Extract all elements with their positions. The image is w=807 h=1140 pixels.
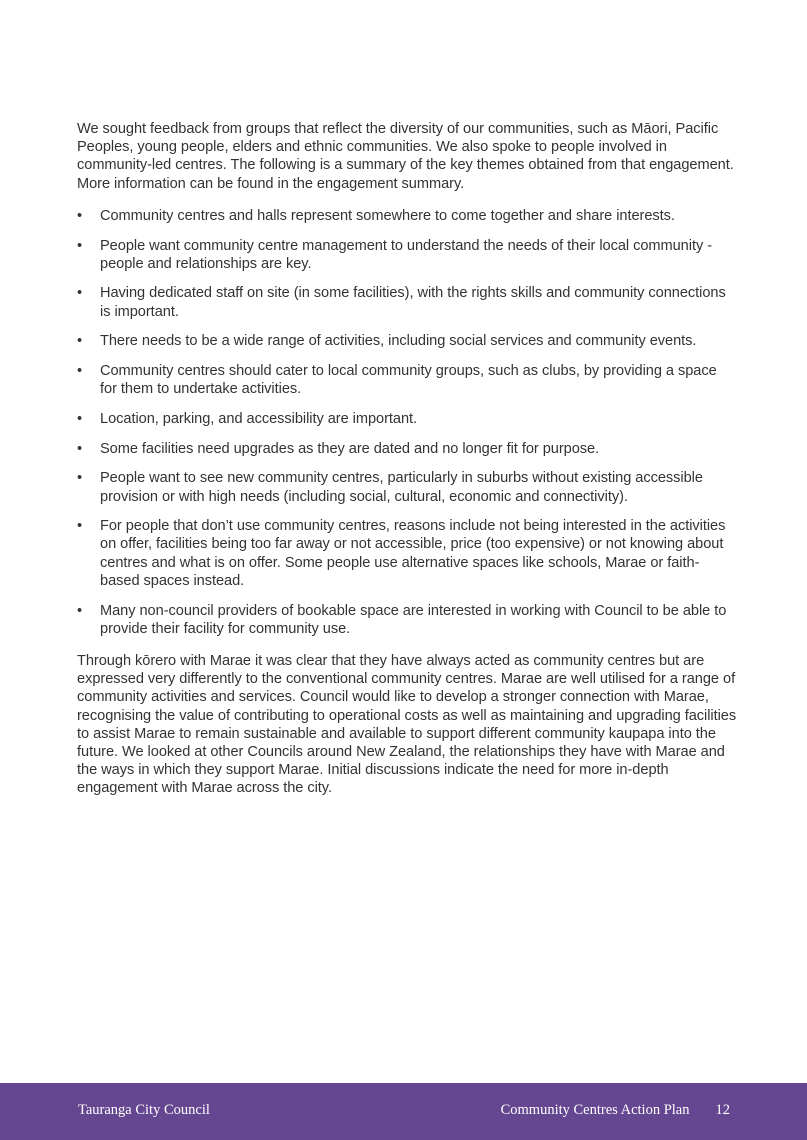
- footer-document-title: Community Centres Action Plan: [500, 1102, 690, 1118]
- list-item: [77, 207, 737, 225]
- bullet-icon: •: [77, 470, 83, 487]
- bullet-icon: •: [77, 207, 83, 224]
- list-item: [77, 410, 737, 428]
- bullet-icon: •: [77, 410, 83, 427]
- list-item: [77, 362, 737, 398]
- list-item: [77, 237, 737, 273]
- list-item-text: For people that don’t use community centres, reasons include not being interested in the activities on offer, facilities being too far away or not accessible, price (too expensive) or not knowing about centres and what is on offer. Some people use alternative spaces like schools, Marae or faith-based spaces instead.: [100, 518, 726, 589]
- list-item-text: Some facilities need upgrades as they are dated and no longer fit for purpose.: [100, 440, 600, 457]
- list-item-text: Community centres and halls represent somewhere to come together and share interests.: [100, 207, 675, 224]
- bullet-icon: •: [77, 440, 83, 457]
- bullet-icon: •: [77, 285, 83, 302]
- bullet-icon: •: [77, 602, 83, 619]
- bullet-icon: •: [77, 363, 83, 380]
- bullet-icon: •: [77, 518, 83, 535]
- list-item: [77, 332, 737, 350]
- closing-paragraph: Through kōrero with Marae it was clear that they have always acted as community centres but are expressed very differently to the conventional community centres. Marae are well utilised for a range of community activities and services. Council would like to develop a stronger connection with Marae, recognising the value of contributing to operational costs as well as maintaining and upgrading facilities to assist Marae to remain sustainable and available to support different community kaupapa into the future. We looked at other Councils around New Zealand, the relationships they have with Marae and the ways in which they support Marae. Initial discussions indicate the need for more in-depth engagement with Marae across the city.: [77, 652, 737, 797]
- bullet-icon: •: [77, 333, 83, 350]
- list-item-text: People want to see new community centres, particularly in suburbs without existing accessible provision or with high needs (including social, cultural, economic and connectivity).: [100, 470, 703, 505]
- intro-paragraph: We sought feedback from groups that reflect the diversity of our communities, such as Māori, Pacific Peoples, young people, elders and ethnic communities. We also spoke to people involved in community-led centres. The following is a summary of the key themes obtained from that engagement. More information can be found in the engagement summary.: [77, 121, 734, 192]
- list-item-text: There needs to be a wide range of activities, including social services and community events.: [100, 333, 697, 350]
- list-item-text: Having dedicated staff on site (in some facilities), with the rights skills and community connections is important.: [100, 285, 726, 320]
- list-item: [77, 469, 737, 505]
- bullet-icon: •: [77, 237, 83, 254]
- key-themes-list: [77, 207, 737, 638]
- list-item-text: Community centres should cater to local community groups, such as clubs, by providing a space for them to undertake activities.: [100, 363, 717, 398]
- list-item: [77, 602, 737, 638]
- page-content: [77, 120, 737, 798]
- list-item: [77, 284, 737, 320]
- list-item: [77, 440, 737, 458]
- list-item-text: Location, parking, and accessibility are important.: [100, 410, 418, 427]
- footer-organisation: Tauranga City Council: [78, 1102, 210, 1118]
- page-number: 12: [715, 1102, 730, 1118]
- list-item-text: Many non-council providers of bookable space are interested in working with Council to be able to provide their facility for community use.: [100, 602, 727, 637]
- list-item: [77, 517, 737, 590]
- footer-right-group: [501, 1102, 730, 1119]
- list-item-text: People want community centre management to understand the needs of their local community - people and relationships are key.: [100, 237, 713, 272]
- page-footer: [0, 1083, 807, 1140]
